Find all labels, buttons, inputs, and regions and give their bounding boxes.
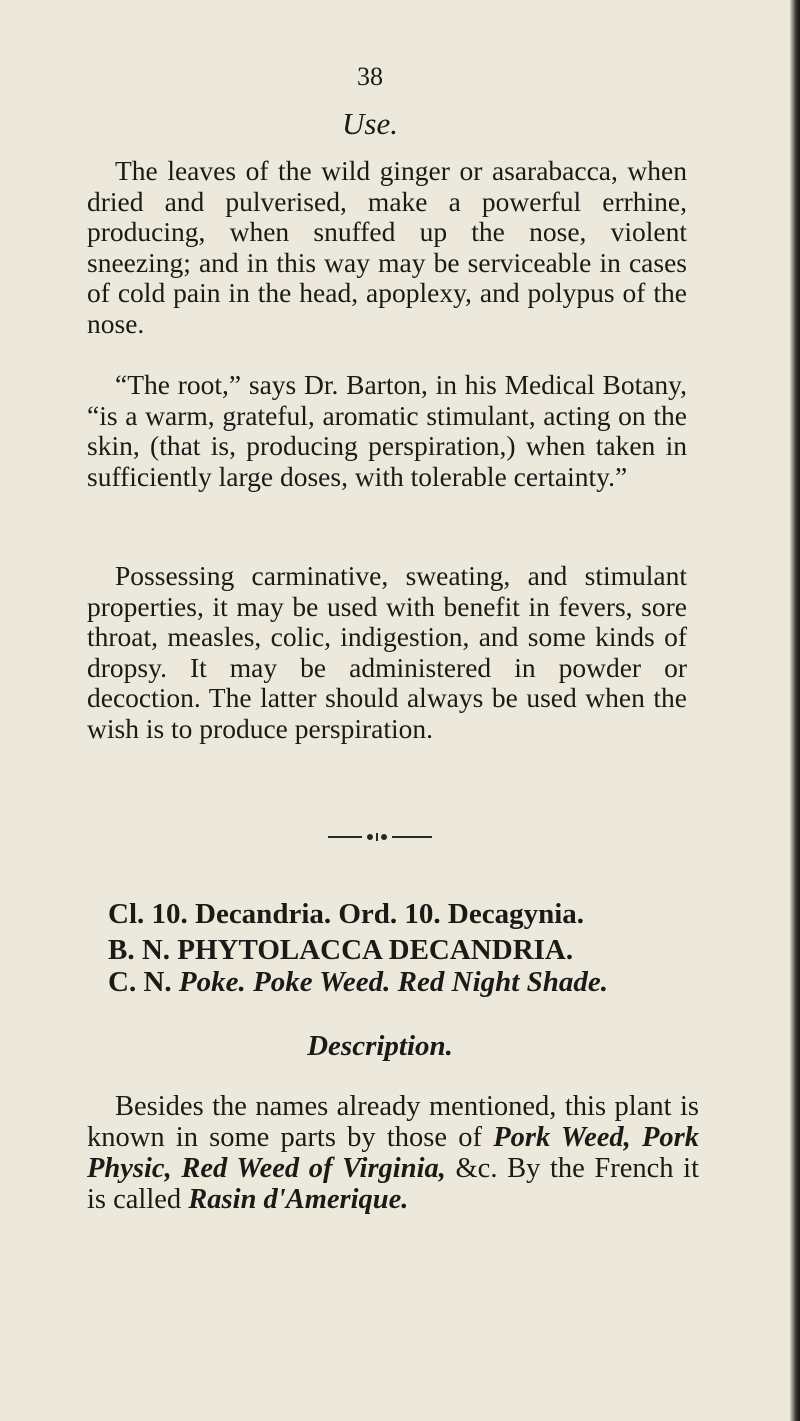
description-french-name: Rasin d'Amerique. [188,1184,409,1215]
description-text-2: &c. By the French it is called [87,1153,699,1215]
common-names-prefix: C. N. [108,966,172,998]
description-text-1: Besides the names already mentioned, this plant is known in some parts by those of [87,1091,699,1153]
ornament-divider [328,833,432,841]
section-title-description: Description. [307,1030,453,1062]
section-title-use: Use. [342,106,398,141]
page-edge-shadow [790,0,800,1421]
common-names-line [108,966,608,999]
paragraph-barton-quote: “The root,” says Dr. Barton, in his Medical Botany, “is a warm, grateful, aromatic stimulant, acting on the skin, (that is, producing perspiration,) when taken in sufficiently large doses, with tolerable certainty.” [87,369,687,492]
botanical-name-line: B. N. PHYTOLACCA DECANDRIA. [108,934,574,966]
paragraph-description [87,1091,699,1215]
paragraph-leaves: The leaves of the wild ginger or asarabacca, when dried and pulverised, make a powerful errhine, producing, when snuffed up the nose, violent sneezing; and in this way may be serviceable in cases of cold pain in the head, apoplexy, and polypus of the nose. [87,155,687,339]
paragraph-properties: Possessing carminative, sweating, and stimulant properties, it may be used with benefit in fevers, sore throat, measles, colic, indigestion, and some kinds of dropsy. It may be administered in powder or decoction. The latter should always be used when the wish is to produce perspiration. [87,560,687,744]
page-number: 38 [357,62,383,91]
common-names: Poke. Poke Weed. Red Night Shade. [178,966,608,998]
class-order-line: Cl. 10. Decandria. Ord. 10. Decagynia. [108,898,585,930]
description-italic-names: Pork Weed, Pork Physic, Red Weed of Virginia, [87,1122,699,1184]
